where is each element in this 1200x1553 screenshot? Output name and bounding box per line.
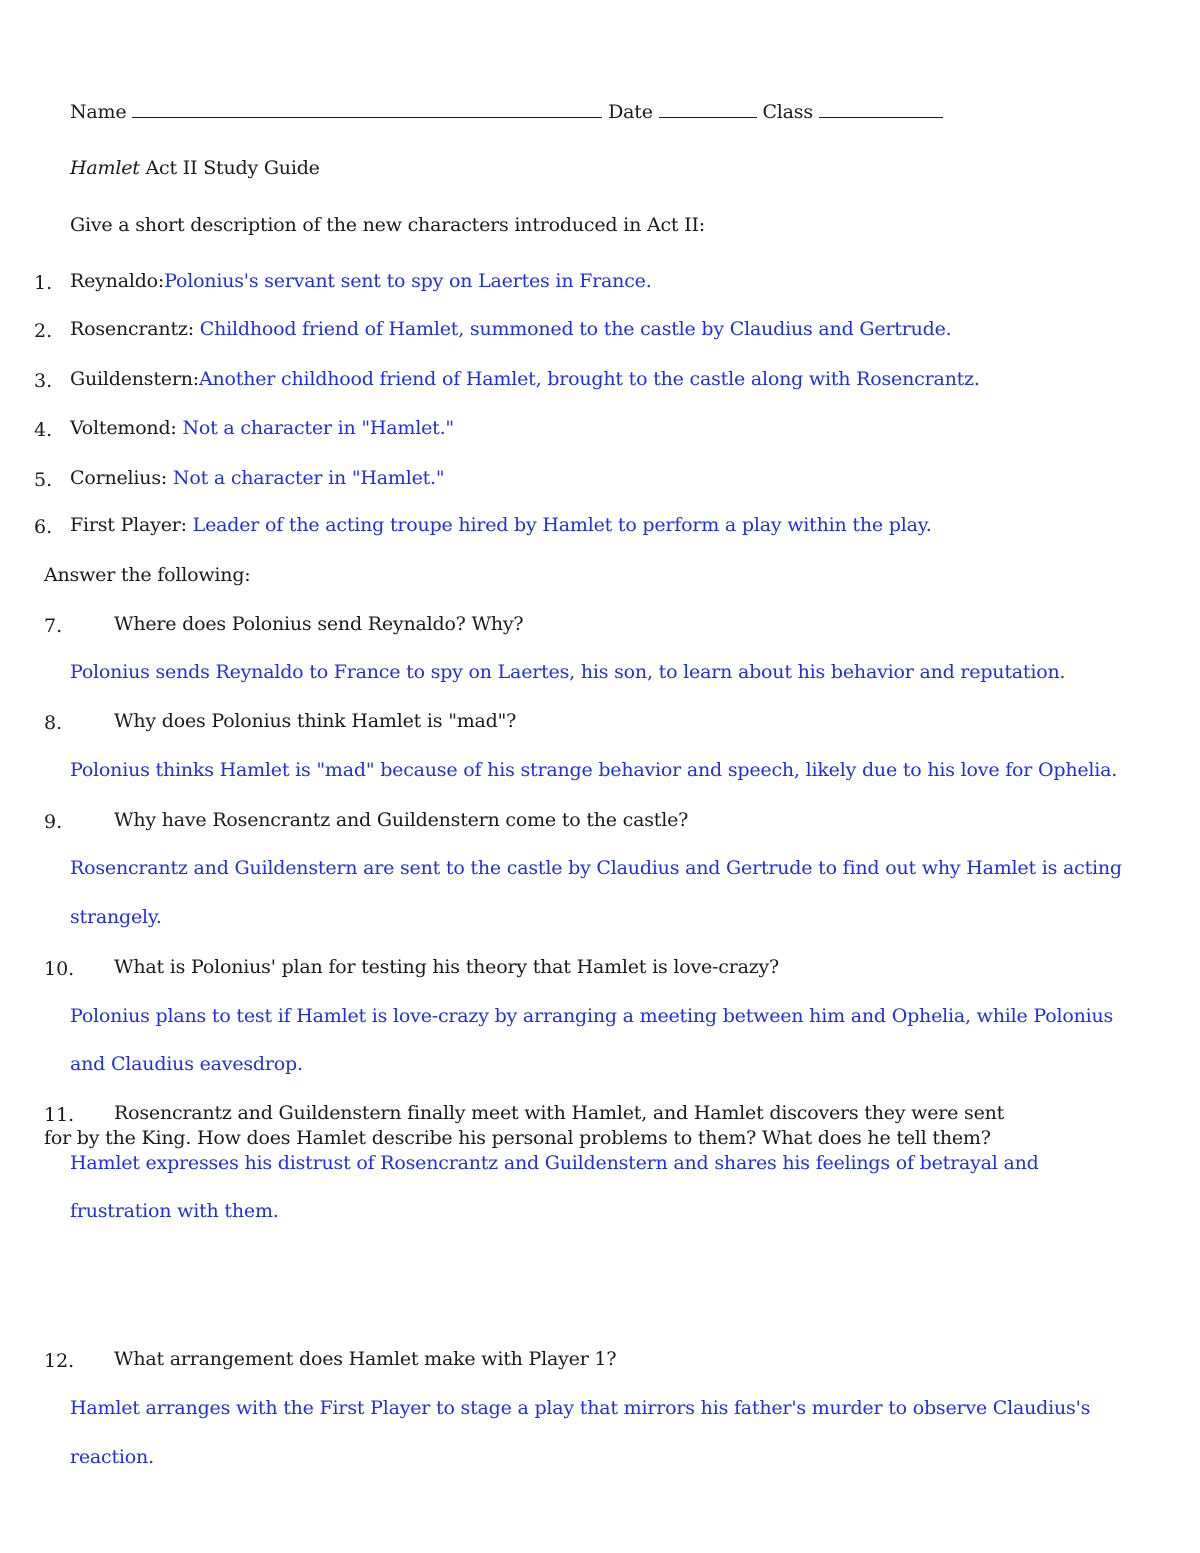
character-answer: Leader of the acting troupe hired by Hamlet to perform a play within the play. [192,514,932,536]
character-answer: Polonius's servant sent to spy on Laertes in France. [164,270,652,292]
answer-line: Rosencrantz and Guildenstern are sent to the castle by Claudius and Gertrude to find out why Hamlet is acting [70,857,1122,879]
answer-line: Hamlet expresses his distrust of Rosencrantz and Guildenstern and shares his feelings of betrayal and [70,1152,1039,1174]
header-row [70,99,943,124]
item-text [70,466,444,490]
item-text [70,513,932,537]
question-text-continued: for by the King. How does Hamlet describe his personal problems to them? What does he tell them? [44,1127,991,1149]
question-text: Where does Polonius send Reynaldo? Why? [114,613,524,635]
class-label: Class [762,101,813,123]
character-answer: Not a character in "Hamlet." [172,467,445,489]
item-text [70,416,454,440]
name-blank[interactable] [132,99,602,118]
character-label: Rosencrantz: [70,318,200,340]
character-label: Voltemond: [70,417,183,439]
question-text: Why does Polonius think Hamlet is "mad"? [114,710,517,732]
character-answer: Childhood friend of Hamlet, summoned to the castle by Claudius and Gertrude. [199,318,952,340]
answer-line: Polonius thinks Hamlet is "mad" because of his strange behavior and speech, likely due to his love for Ophelia. [70,759,1118,781]
question-number: 11. [44,1104,75,1126]
item-number: 2. [34,320,53,342]
answer-line: frustration with them. [70,1200,279,1222]
item-text [70,317,952,341]
item-number: 4. [34,419,53,441]
question-text: What is Polonius' plan for testing his theory that Hamlet is love-crazy? [114,956,780,978]
answer-line: Polonius plans to test if Hamlet is love-crazy by arranging a meeting between him and Ophelia, while Polonius [70,1005,1114,1027]
item-number: 5. [34,469,53,491]
question-text: What arrangement does Hamlet make with Player 1? [114,1348,617,1370]
question-number: 8. [44,712,63,734]
item-number: 3. [34,370,53,392]
character-label: Cornelius: [70,467,173,489]
question-number: 12. [44,1350,75,1372]
character-label: Reynaldo: [70,270,165,292]
answer-line: strangely. [70,906,162,928]
question-number: 10. [44,958,75,980]
item-text [70,367,980,391]
item-number: 6. [34,516,53,538]
character-answer: Another childhood friend of Hamlet, brought to the castle along with Rosencrantz. [198,368,980,390]
question-number: 9. [44,811,63,833]
answer-line: Hamlet arranges with the First Player to stage a play that mirrors his father's murder to observe Claudius's [70,1397,1091,1419]
title-play-name: Hamlet [70,157,140,179]
title-rest: Act II Study Guide [139,157,320,179]
character-label: Guildenstern: [70,368,199,390]
class-blank[interactable] [819,99,943,118]
answer-line: and Claudius eavesdrop. [70,1053,303,1075]
date-label: Date [608,101,653,123]
question-number: 7. [44,615,63,637]
answer-line: Polonius sends Reynaldo to France to spy on Laertes, his son, to learn about his behavior and reputation. [70,661,1066,683]
question-text: Rosencrantz and Guildenstern finally meet with Hamlet, and Hamlet discovers they were sent [114,1102,1005,1124]
character-answer: Not a character in "Hamlet." [182,417,454,439]
character-label: First Player: [70,514,193,536]
page-title [70,156,320,180]
item-text [70,269,652,293]
date-blank[interactable] [659,99,757,118]
item-number: 1. [34,272,53,294]
name-label: Name [70,101,127,123]
answer-line: reaction. [70,1446,154,1468]
characters-prompt: Give a short description of the new characters introduced in Act II: [70,214,705,236]
questions-prompt: Answer the following: [44,564,251,586]
question-text: Why have Rosencrantz and Guildenstern come to the castle? [114,809,689,831]
